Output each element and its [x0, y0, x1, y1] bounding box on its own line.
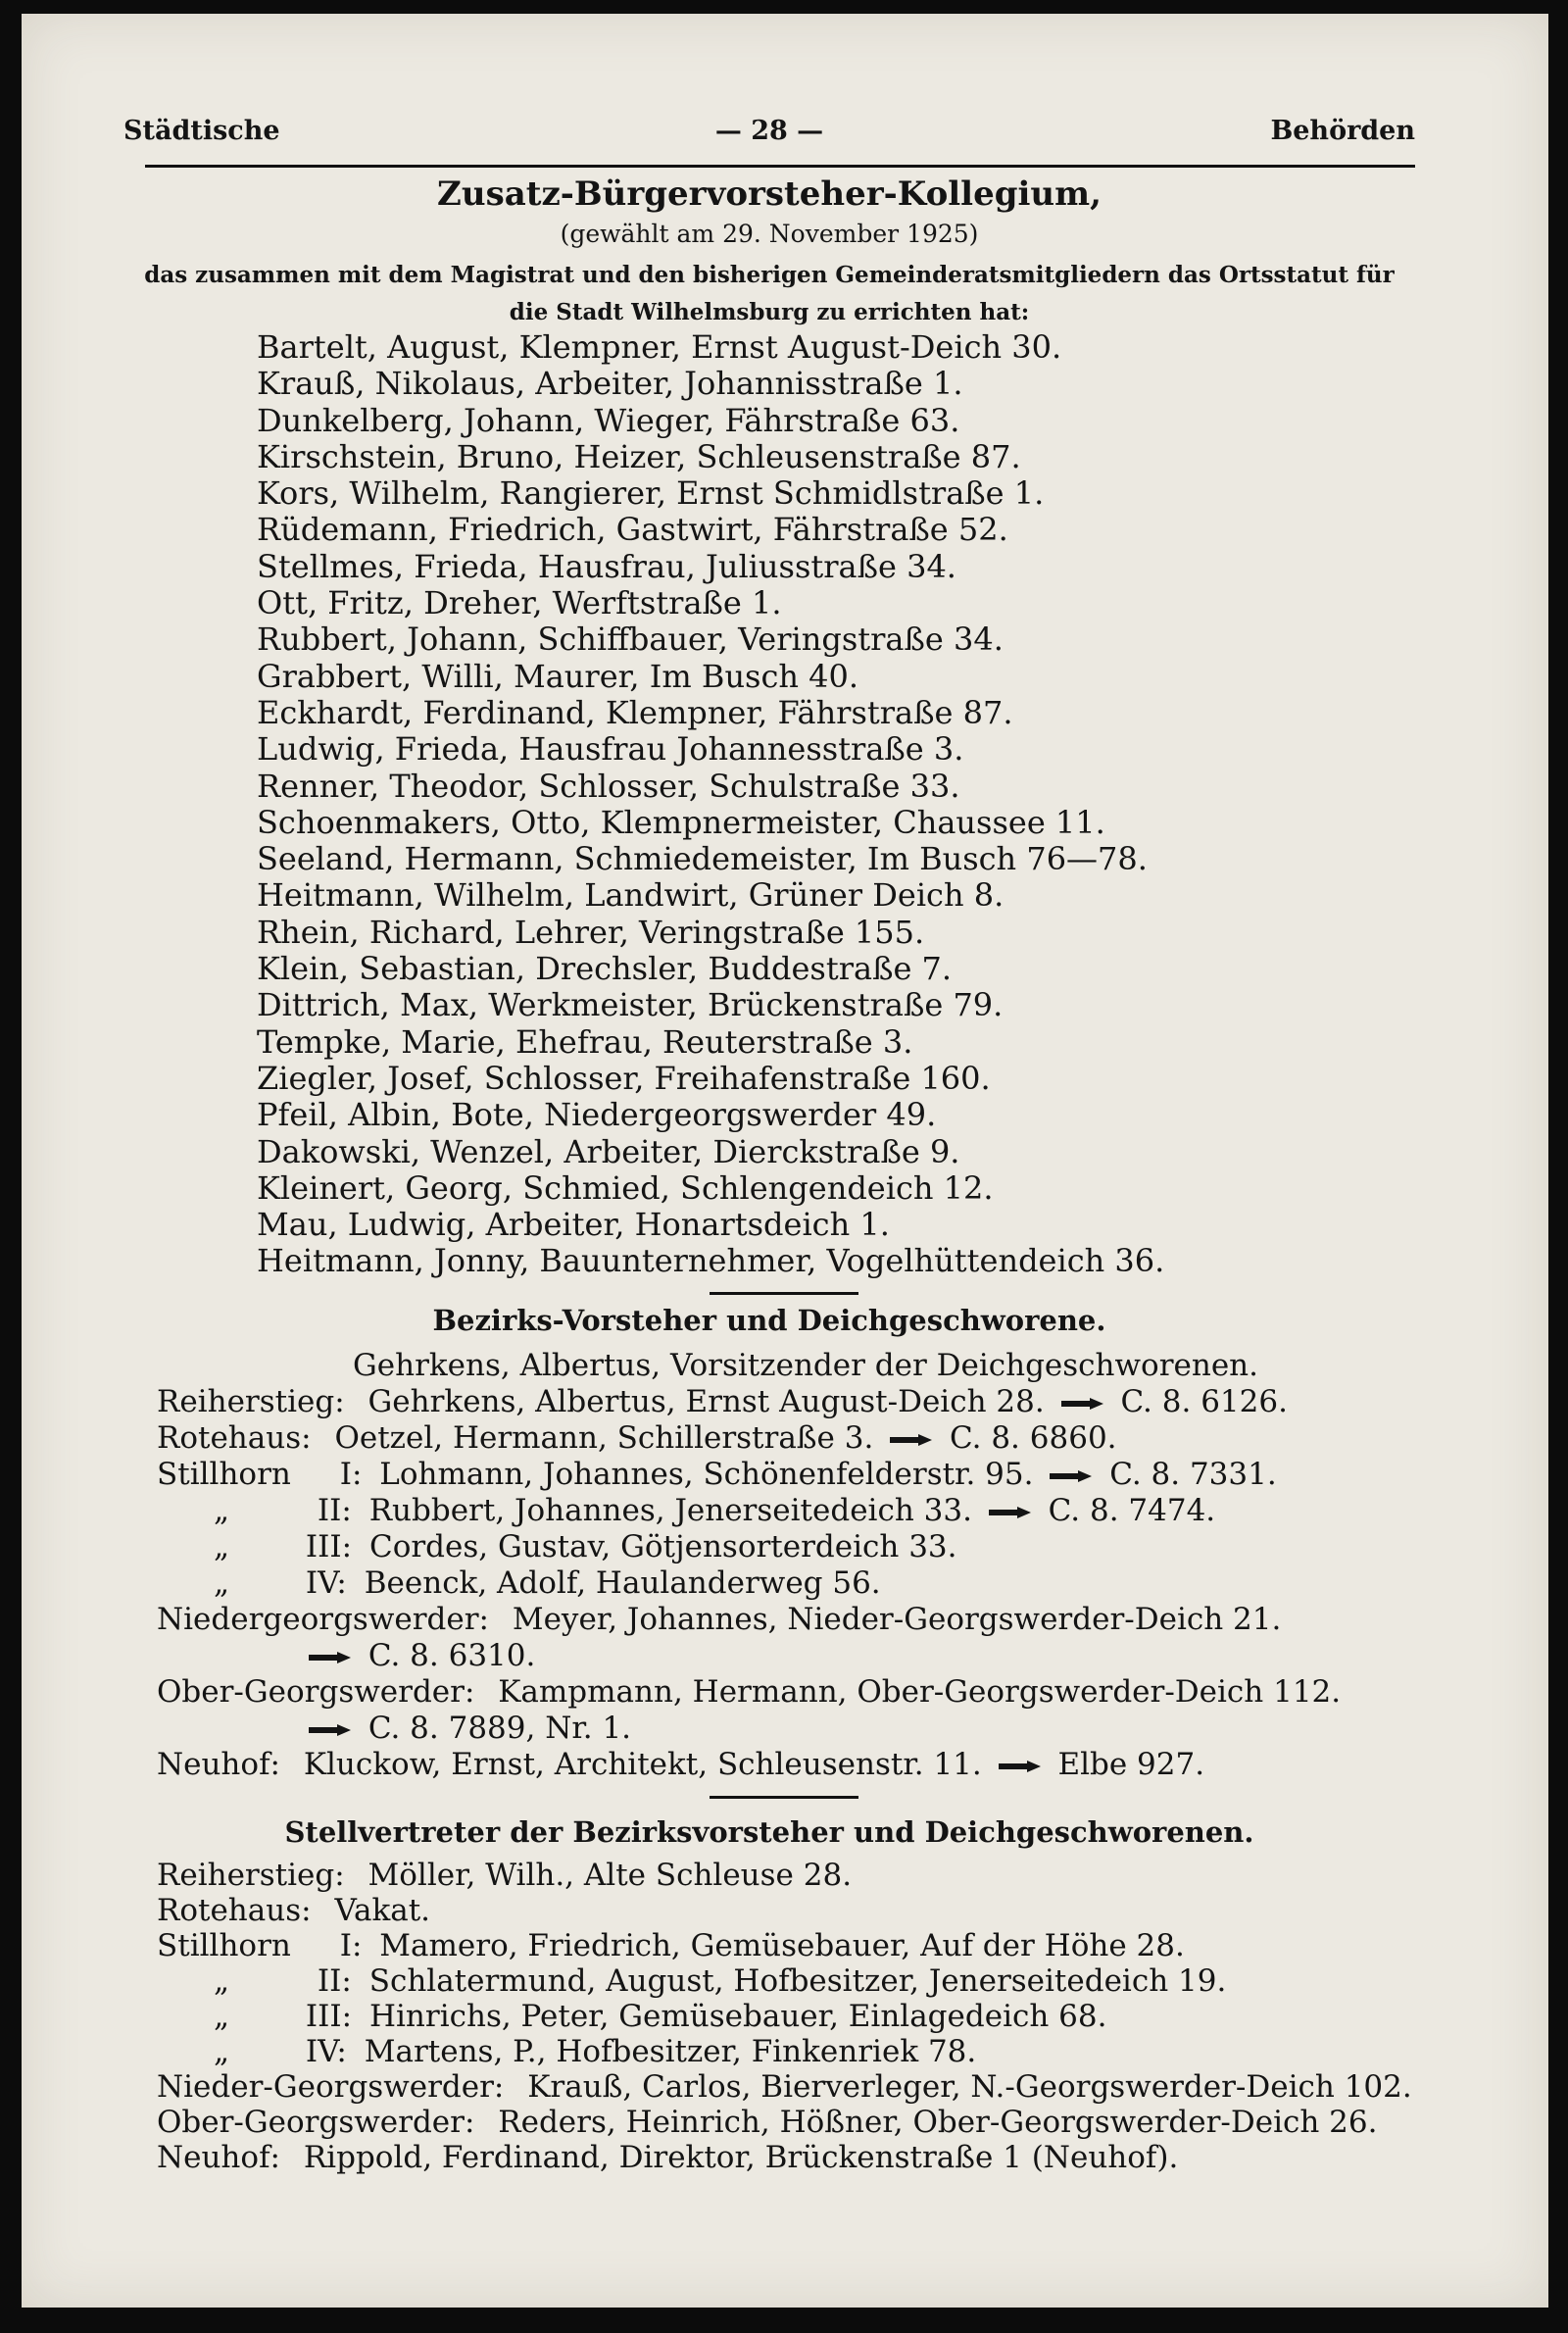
list-item: Klein, Sebastian, Drechsler, Buddestraße 7. — [257, 950, 953, 988]
entry-number: I: — [339, 1928, 363, 1963]
member-list — [257, 329, 1164, 1280]
entry-text: Rippold, Ferdinand, Direktor, Brückenstraße 1 (Neuhof). — [303, 2140, 1179, 2175]
list-item — [214, 2034, 976, 2069]
telephone-icon — [308, 1723, 353, 1737]
entry-text: Cordes, Gustav, Götjensorterdeich 33. — [368, 1529, 957, 1564]
district-label: Neuhof: — [157, 2140, 280, 2175]
list-item: Heitmann, Jonny, Bauunternehmer, Vogelhüttendeich 36. — [257, 1242, 1165, 1280]
list-item — [157, 1893, 430, 1928]
ditto-mark: „ — [214, 1963, 230, 1999]
list-item: Dittrich, Max, Werkmeister, Brückenstraße 79. — [257, 986, 1004, 1024]
entry-number: II: — [317, 1493, 352, 1528]
list-item — [214, 1493, 1215, 1528]
chair-text: Gehrkens, Albertus, Vorsitzender der Deichgeschworenen. — [353, 1348, 1258, 1383]
district-label: Stillhorn — [157, 1457, 291, 1492]
district-label: Reiherstieg: — [157, 1858, 345, 1893]
entry-text: Gehrkens, Albertus, Ernst August-Deich 28. — [368, 1384, 1045, 1419]
list-item: Grabbert, Willi, Maurer, Im Busch 40. — [257, 657, 859, 695]
section-title-kollegium: Zusatz-Bürgervorsteher-Kollegium, — [437, 174, 1102, 214]
entry-number: I: — [339, 1457, 363, 1492]
entry-text: Kampmann, Hermann, Ober-Georgswerder-Deich 112. — [498, 1674, 1342, 1710]
list-item-continuation — [302, 1638, 535, 1673]
district-label: Ober-Georgswerder: — [157, 1674, 475, 1710]
list-item — [214, 1529, 957, 1564]
list-item — [157, 1674, 1341, 1710]
list-item: Dakowski, Wenzel, Arbeiter, Dierckstraße 9. — [257, 1132, 960, 1170]
list-item — [157, 2069, 1412, 2105]
list-item: Kors, Wilhelm, Rangierer, Ernst Schmidlstraße 1. — [257, 474, 1045, 513]
list-item: Mau, Ludwig, Arbeiter, Honartsdeich 1. — [257, 1206, 890, 1244]
list-item: Kirschstein, Bruno, Heizer, Schleusenstraße 87. — [257, 437, 1021, 475]
list-item: Heitmann, Wilhelm, Landwirt, Grüner Deich 8. — [257, 876, 1004, 915]
list-item — [157, 1420, 1117, 1456]
entry-number: III: — [305, 1529, 353, 1564]
entry-text: Vakat. — [334, 1893, 431, 1928]
entry-text: Möller, Wilh., Alte Schleuse 28. — [368, 1858, 853, 1893]
phone-number: C. 8. 6860. — [950, 1420, 1117, 1456]
entry-number: IV: — [305, 1565, 347, 1601]
list-item: Seeland, Hermann, Schmiedemeister, Im Busch 76—78. — [257, 840, 1148, 878]
list-item: Kleinert, Georg, Schmied, Schlengendeich 12. — [257, 1168, 994, 1207]
telephone-icon — [998, 1760, 1043, 1773]
list-item: Stellmes, Frieda, Hausfrau, Juliusstraße 34. — [257, 547, 956, 585]
ditto-mark: „ — [214, 1493, 230, 1528]
entry-text: Martens, P., Hofbesitzer, Finkenriek 78. — [364, 2034, 977, 2069]
ditto-mark: „ — [214, 2034, 230, 2069]
district-label: Ober-Georgswerder: — [157, 2105, 475, 2140]
telephone-icon — [988, 1506, 1033, 1519]
list-item: Eckhardt, Ferdinand, Klempner, Fährstraße 87. — [257, 693, 1013, 731]
telephone-icon — [1049, 1469, 1094, 1483]
list-item: Dunkelberg, Johann, Wieger, Fährstraße 63. — [257, 401, 960, 439]
entry-text: Rubbert, Johannes, Jenerseitedeich 33. — [368, 1493, 972, 1528]
section-title-bezirksvorsteher: Bezirks-Vorsteher und Deichgeschworene. — [432, 1304, 1106, 1337]
list-item: Rubbert, Johann, Schiffbauer, Veringstraße 34. — [257, 620, 1004, 659]
list-item: Rhein, Richard, Lehrer, Veringstraße 155. — [257, 913, 925, 951]
intro-line-2: die Stadt Wilhelmsburg zu errichten hat: — [509, 299, 1030, 325]
section-divider — [710, 1292, 858, 1295]
phone-number: C. 8. 6310. — [368, 1638, 536, 1673]
page-number: — 28 — — [714, 116, 824, 146]
district-label: Rotehaus: — [157, 1893, 312, 1928]
chair-row — [353, 1348, 1258, 1383]
list-item — [157, 2140, 1178, 2175]
telephone-icon — [308, 1651, 353, 1664]
section-intro — [123, 257, 1415, 331]
section-subtitle: (gewählt am 29. November 1925) — [560, 220, 979, 248]
entry-text: Reders, Heinrich, Hößner, Ober-Georgswerder-Deich 26. — [498, 2105, 1378, 2140]
phone-number: C. 8. 6126. — [1120, 1384, 1288, 1419]
entry-text: Kluckow, Ernst, Architekt, Schleusenstr. 11. — [303, 1747, 982, 1782]
header-left: Städtische — [123, 116, 280, 146]
page-header — [123, 116, 1415, 155]
list-item — [214, 1565, 881, 1601]
section-divider — [710, 1796, 858, 1799]
district-label: Nieder-Georgswerder: — [157, 2069, 505, 2105]
entry-text: Mamero, Friedrich, Gemüsebauer, Auf der Höhe 28. — [379, 1928, 1185, 1963]
entry-text: Schlatermund, August, Hofbesitzer, Jenerseitedeich 19. — [368, 1963, 1227, 1999]
list-item — [157, 1457, 1277, 1492]
ditto-mark: „ — [214, 1565, 230, 1601]
list-item: Ott, Fritz, Dreher, Werftstraße 1. — [257, 584, 782, 622]
list-item — [157, 1747, 1204, 1782]
ditto-mark: „ — [214, 1999, 230, 2034]
list-item: Schoenmakers, Otto, Klempnermeister, Chaussee 11. — [257, 803, 1105, 841]
ditto-mark: „ — [214, 1529, 230, 1564]
entry-number: II: — [317, 1963, 352, 1999]
entry-number: IV: — [305, 2034, 347, 2069]
list-item — [214, 1999, 1106, 2034]
entry-text: Oetzel, Hermann, Schillerstraße 3. — [334, 1420, 874, 1456]
list-item — [214, 1963, 1226, 1999]
list-item — [157, 1858, 852, 1893]
district-label: Rotehaus: — [157, 1420, 312, 1456]
list-item: Rüdemann, Friedrich, Gastwirt, Fährstraße 52. — [257, 511, 1008, 549]
phone-number: Elbe 927. — [1057, 1747, 1205, 1782]
list-item: Pfeil, Albin, Bote, Niedergeorgswerder 49. — [257, 1096, 937, 1134]
intro-line-1: das zusammen mit dem Magistrat und den bisherigen Gemeinderatsmitgliedern das Ortsstatut für — [144, 262, 1395, 288]
district-label: Stillhorn — [157, 1928, 291, 1963]
list-item — [157, 1384, 1288, 1419]
list-item — [157, 2105, 1377, 2140]
entry-text: Lohmann, Johannes, Schönenfelderstr. 95. — [379, 1457, 1034, 1492]
list-item: Krauß, Nikolaus, Arbeiter, Johannisstraße 1. — [257, 365, 963, 403]
list-item — [157, 1602, 1281, 1637]
telephone-icon — [889, 1433, 934, 1447]
district-label: Reiherstieg: — [157, 1384, 345, 1419]
entry-text: Hinrichs, Peter, Gemüsebauer, Einlagedeich 68. — [368, 1999, 1107, 2034]
list-item: Bartelt, August, Klempner, Ernst August-Deich 30. — [257, 328, 1062, 366]
list-item-continuation — [302, 1711, 631, 1746]
phone-number: C. 8. 7889, Nr. 1. — [368, 1711, 632, 1746]
section-title-stellvertreter: Stellvertreter der Bezirksvorsteher und Deichgeschworenen. — [284, 1815, 1254, 1849]
entry-text: Beenck, Adolf, Haulanderweg 56. — [364, 1565, 881, 1601]
list-item — [157, 1928, 1185, 1963]
entry-number: III: — [305, 1999, 353, 2034]
list-item: Renner, Theodor, Schlosser, Schulstraße 33. — [257, 767, 960, 805]
list-item: Ziegler, Josef, Schlosser, Freihafenstraße 160. — [257, 1059, 991, 1097]
telephone-icon — [1060, 1397, 1105, 1411]
list-item: Tempke, Marie, Ehefrau, Reuterstraße 3. — [257, 1022, 913, 1061]
district-label: Neuhof: — [157, 1747, 280, 1782]
phone-number: C. 8. 7331. — [1109, 1457, 1277, 1492]
phone-number: C. 8. 7474. — [1048, 1493, 1216, 1528]
entry-text: Krauß, Carlos, Bierverleger, N.-Georgswerder-Deich 102. — [527, 2069, 1412, 2105]
header-rule — [145, 165, 1415, 168]
district-label: Niedergeorgswerder: — [157, 1602, 489, 1637]
entry-text: Meyer, Johannes, Nieder-Georgswerder-Deich 21. — [512, 1602, 1282, 1637]
list-item: Ludwig, Frieda, Hausfrau Johannesstraße 3. — [257, 730, 964, 769]
header-right: Behörden — [1270, 116, 1415, 146]
